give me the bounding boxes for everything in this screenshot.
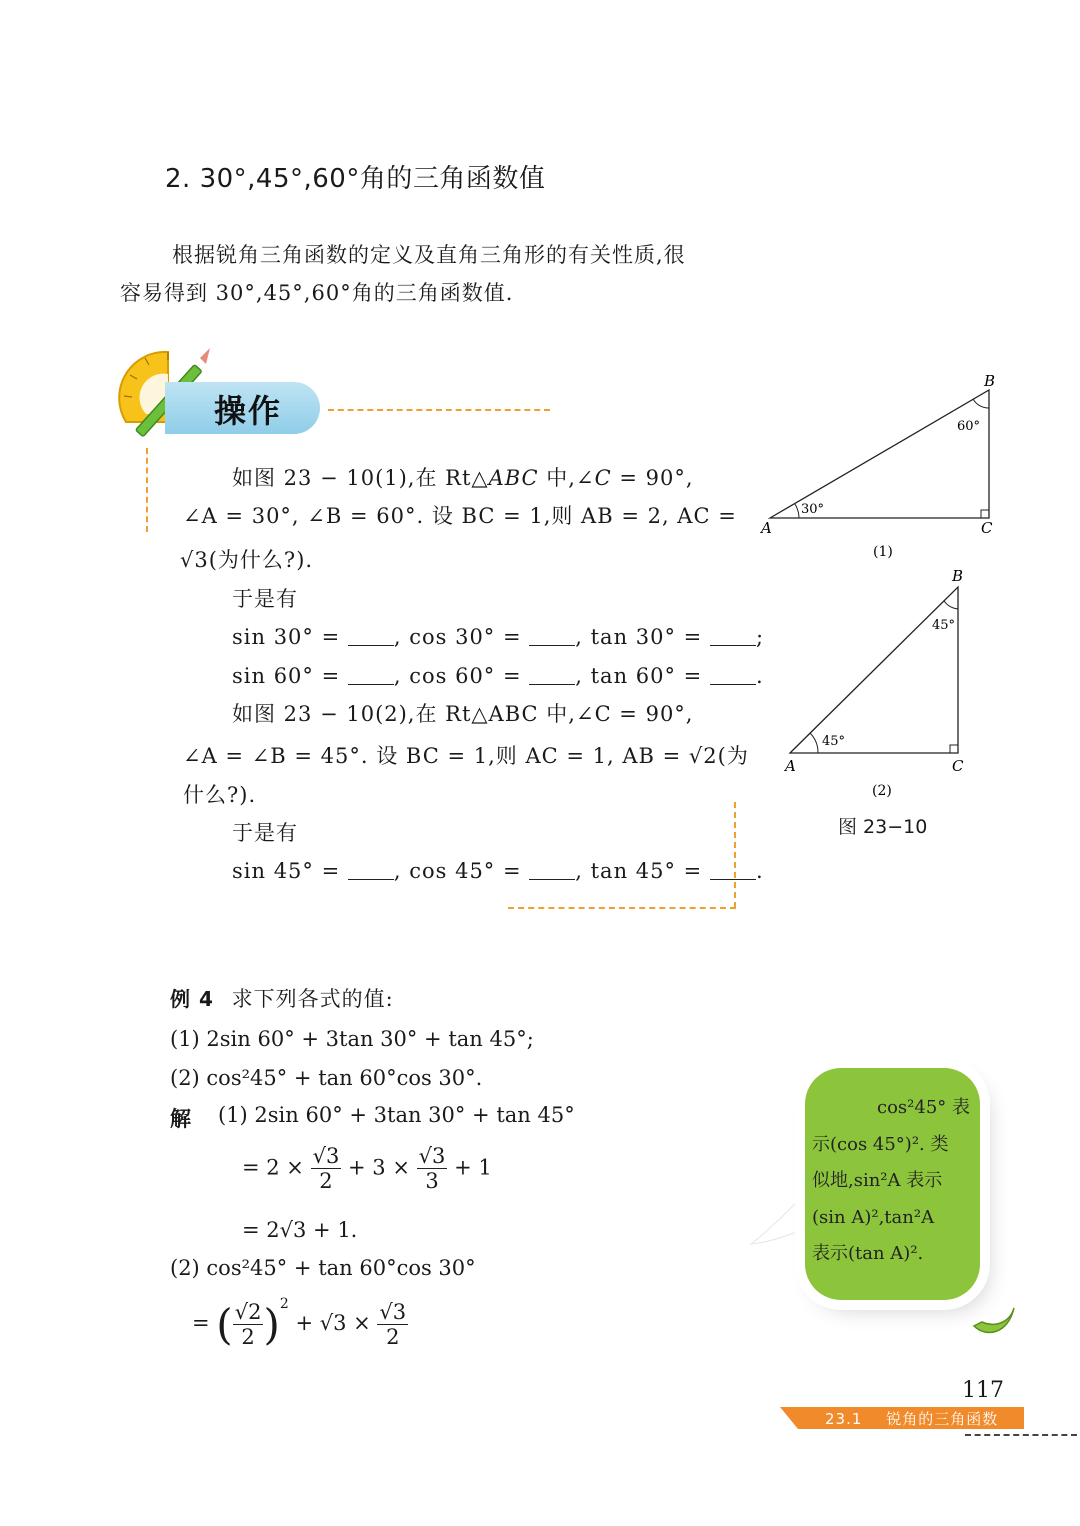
denominator: 2 — [386, 1324, 400, 1349]
example-question-1: (1) 2sin 60° + 3tan 30° + tan 45°; — [170, 1027, 534, 1051]
text-run: . — [755, 859, 764, 883]
figure-sub-label: (1) — [873, 544, 893, 560]
vertex-c: C — [981, 519, 993, 537]
text-run: , cos 60° = — [393, 664, 522, 688]
answer-blank[interactable] — [710, 859, 756, 880]
section-title: 2. 30°,45°,60°角的三角函数值 — [165, 164, 546, 194]
tip-line: 表示(tan A)². — [812, 1243, 924, 1264]
tip-line: 示(cos 45°)². 类 — [812, 1133, 949, 1155]
activity-p2-line-1: 如图 23 − 10(2),在 Rt△ABC 中,∠C = 90°, — [232, 702, 694, 726]
angle-label-b: 60° — [957, 419, 981, 434]
denominator: 2 — [241, 1324, 255, 1349]
answer-blank[interactable] — [529, 664, 575, 685]
answer-blank[interactable] — [710, 625, 756, 646]
fraction — [377, 1299, 408, 1349]
activity-yushi-1: 于是有 — [232, 587, 298, 611]
vertex-a: A — [785, 757, 796, 775]
text-run: , cos 30° = — [393, 625, 522, 649]
numerator: √3 — [418, 1144, 446, 1168]
fraction — [311, 1146, 342, 1192]
text-run: = 2 × — [242, 1155, 304, 1180]
numerator: √3 — [379, 1299, 407, 1324]
numerator: √3 — [312, 1144, 340, 1168]
denominator: 3 — [425, 1169, 439, 1193]
figure-triangle-30-60 — [755, 370, 1000, 565]
figure-caption: 图 23−10 — [838, 816, 928, 838]
tip-text — [812, 1090, 970, 1273]
text-run: , cos 45° = — [393, 859, 522, 883]
text-run: = 90°, — [611, 466, 694, 490]
paren-open: ( — [216, 1300, 233, 1349]
text-run: , tan 60° = — [575, 664, 703, 688]
blank-row-30 — [232, 618, 764, 656]
answer-blank[interactable] — [348, 625, 394, 646]
text-run: C — [594, 466, 612, 490]
text-run: + 1 — [454, 1155, 492, 1180]
activity-p2-line-2: ∠A = ∠B = 45°. 设 BC = 1,则 AC = 1, AB = √2(为 — [183, 744, 749, 768]
solution-2-expr: (2) cos²45° + tan 60°cos 30° — [170, 1256, 476, 1280]
fraction — [233, 1299, 264, 1349]
tip-line: 似地,sin²A 表示 — [812, 1170, 943, 1191]
text-run: ABC — [488, 466, 539, 490]
footer-dots — [965, 1434, 1077, 1436]
text-run: , tan 30° = — [575, 625, 703, 649]
text-run: 中,∠ — [538, 466, 595, 490]
tip-line: cos²45° 表 — [877, 1097, 970, 1118]
page-number: 117 — [962, 1378, 1004, 1403]
blank-row-60 — [232, 657, 764, 695]
example-label: 例 4 — [170, 987, 214, 1011]
vertex-b: B — [952, 567, 964, 585]
activity-p2-line-3: 什么?). — [183, 783, 257, 807]
example-question-2: (2) cos²45° + tan 60°cos 30°. — [170, 1066, 483, 1090]
activity-badge-label: 操作 — [214, 392, 283, 430]
angle-label-a: 45° — [822, 734, 846, 749]
answer-blank[interactable] — [529, 859, 575, 880]
paren-close: ) — [263, 1300, 280, 1349]
denominator: 2 — [319, 1169, 333, 1193]
text-run: = — [192, 1311, 210, 1335]
chapter-title: 锐角的三角函数 — [886, 1410, 999, 1428]
text-run: , tan 45° = — [575, 859, 703, 883]
intro-line-1: 根据锐角三角函数的定义及直角三角形的有关性质,很 — [172, 243, 686, 267]
activity-p1-line-1 — [232, 459, 694, 497]
example-heading — [170, 980, 394, 1018]
text-run: + √3 × — [295, 1311, 371, 1335]
tip-line: (sin A)²,tan²A — [812, 1206, 935, 1228]
text-run: sin 60° = — [232, 664, 341, 688]
example-prompt: 求下列各式的值: — [231, 987, 394, 1011]
solution-label: 解 — [170, 1107, 191, 1131]
intro-line-2: 容易得到 30°,45°,60°角的三角函数值. — [120, 281, 514, 305]
solution-1-expr: (1) 2sin 60° + 3tan 30° + tan 45° — [218, 1103, 575, 1127]
angle-label-b: 45° — [932, 618, 956, 633]
exponent: 2 — [279, 1296, 289, 1312]
text-run: sin 30° = — [232, 625, 341, 649]
numerator: √2 — [234, 1299, 262, 1324]
activity-p1-line-2: ∠A = 30°, ∠B = 60°. 设 BC = 1,则 AB = 2, AC = — [183, 504, 737, 528]
activity-frame-left — [146, 448, 148, 532]
leaf-curl-icon — [968, 1296, 1020, 1340]
answer-blank[interactable] — [348, 859, 394, 880]
text-run: . — [755, 664, 764, 688]
figure-triangle-45-45 — [780, 565, 980, 805]
figure-sub-label: (2) — [872, 783, 892, 799]
text-run: 如图 23 − 10(1),在 Rt△ — [232, 466, 489, 490]
vertex-c: C — [952, 757, 964, 775]
text-run: ; — [755, 625, 765, 649]
text-run: sin 45° = — [232, 859, 341, 883]
fraction — [417, 1146, 448, 1192]
footer-bar-arrow — [780, 1407, 814, 1429]
activity-frame-top — [328, 409, 550, 411]
activity-p1-line-3: √3(为什么?). — [180, 548, 314, 572]
angle-label-a: 30° — [801, 502, 825, 517]
answer-blank[interactable] — [710, 664, 756, 685]
answer-blank[interactable] — [529, 625, 575, 646]
solution-1-step-2: = 2√3 + 1. — [242, 1218, 358, 1242]
solution-2-step-1 — [192, 1296, 408, 1349]
vertex-b: B — [984, 372, 996, 390]
answer-blank[interactable] — [348, 664, 394, 685]
section-number: 23.1 — [825, 1410, 863, 1428]
text-run: + 3 × — [348, 1155, 410, 1180]
blank-row-45 — [232, 852, 764, 890]
vertex-a: A — [761, 519, 772, 537]
activity-yushi-2: 于是有 — [232, 821, 298, 845]
solution-1-step-1 — [242, 1146, 492, 1192]
footer-section — [825, 1408, 998, 1429]
activity-frame-bottom — [508, 907, 736, 909]
